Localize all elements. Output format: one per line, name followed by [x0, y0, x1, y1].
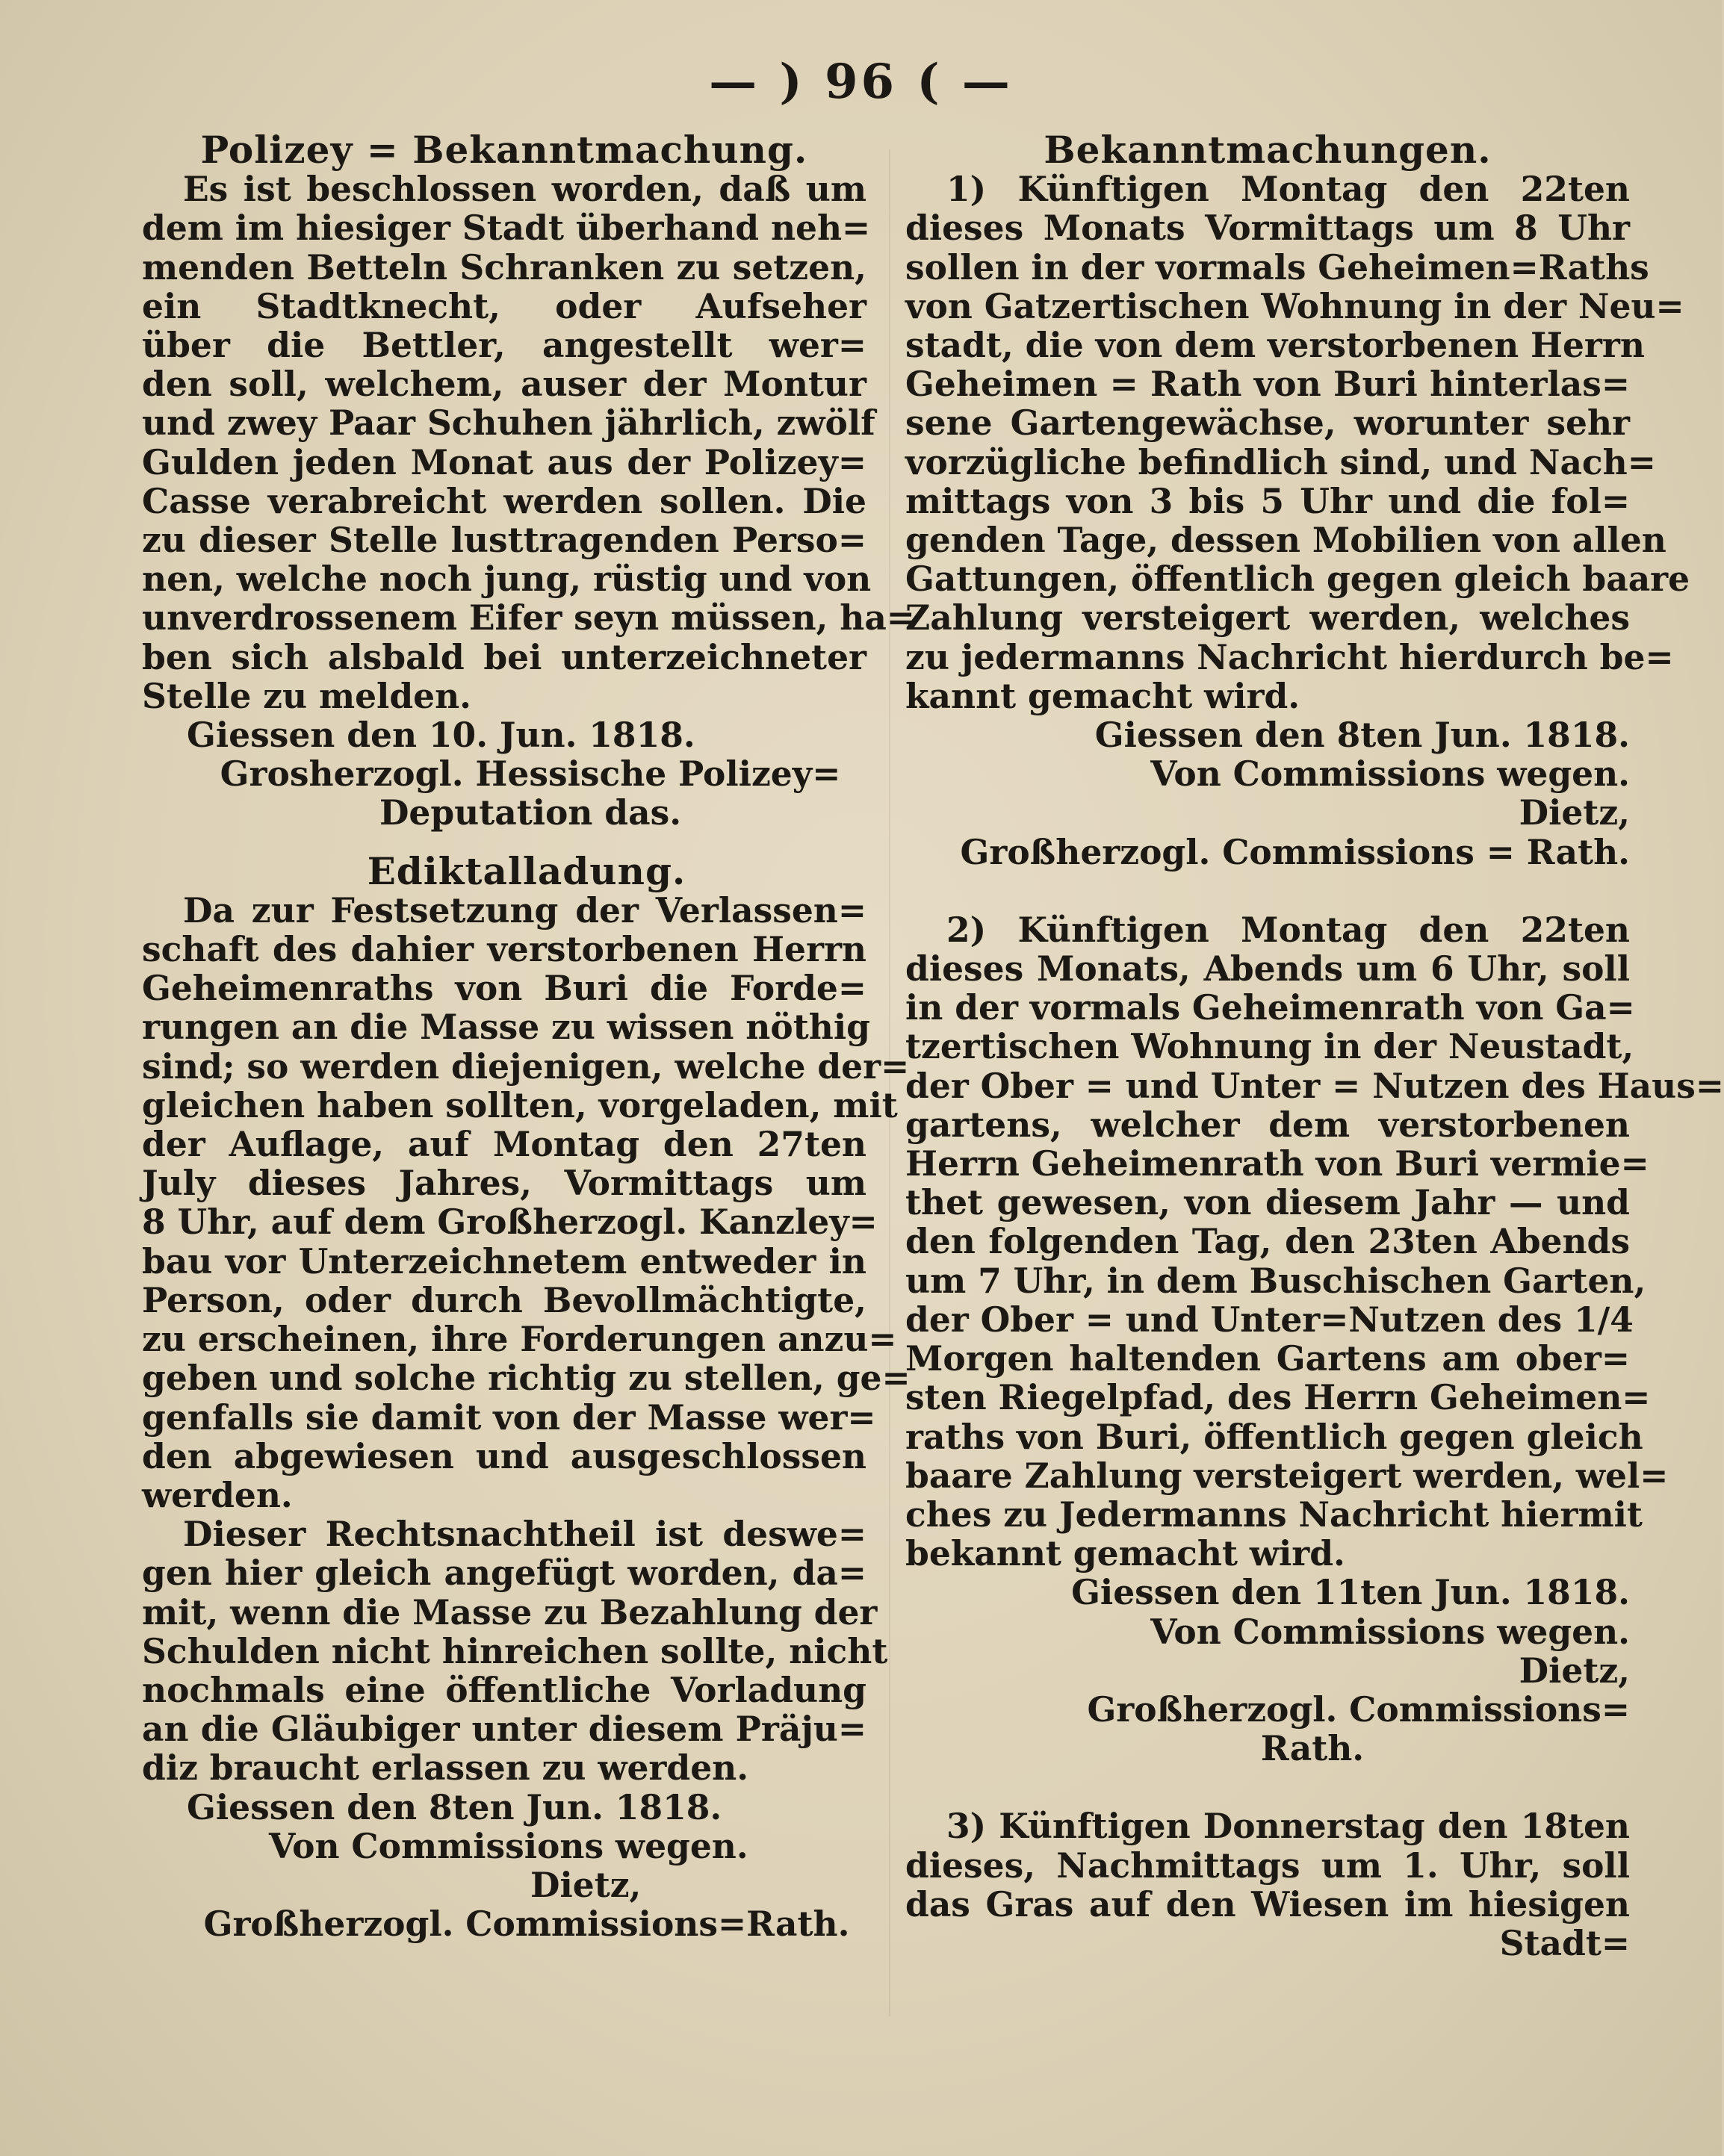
signature: Deputation das.	[379, 792, 682, 833]
text-line: sten Riegelpfad, des Herrn Geheimen=	[905, 1377, 1651, 1418]
text-line: schaft des dahier verstorbenen Herrn	[142, 929, 866, 970]
text-line: unverdrossenem Eifer seyn müssen, ha=	[142, 597, 915, 639]
text-line: gleichen haben sollten, vorgeladen, mit	[142, 1084, 898, 1125]
signature: Von Commissions wegen.	[1150, 1611, 1630, 1652]
notice-title-polizey: Polizey = Bekanntmachung.	[200, 128, 808, 172]
place-date: Giessen den 8ten Jun. 1818.	[187, 1786, 722, 1827]
signature: Von Commissions wegen.	[269, 1825, 748, 1866]
text-line: Zahlung versteigert werden, welches	[905, 597, 1630, 639]
text-line: Stelle zu melden.	[142, 675, 472, 716]
section-heading: Bekanntmachungen.	[1044, 128, 1492, 172]
text-line: von Gatzertischen Wohnung in der Neu=	[905, 285, 1684, 326]
catchword: Stadt=	[1499, 1922, 1630, 1963]
text-line: Gattungen, öffentlich gegen gleich baare	[905, 559, 1690, 600]
text-line: den folgenden Tag, den 23ten Abends	[905, 1221, 1630, 1262]
text-line: Es ist beschlossen worden, daß um	[183, 169, 866, 210]
text-line: menden Betteln Schranken zu setzen,	[142, 246, 866, 288]
text-line: Morgen haltenden Gartens am ober=	[905, 1338, 1630, 1379]
signature: Großherzogl. Commissions = Rath.	[960, 831, 1630, 872]
signature: Von Commissions wegen.	[1150, 754, 1630, 795]
text-line: ches zu Jedermanns Nachricht hiermit	[905, 1494, 1643, 1535]
text-line: Gulden jeden Monat aus der Polizey=	[142, 441, 866, 482]
text-line: Casse verabreicht werden sollen. Die	[142, 480, 866, 521]
text-line: vorzügliche befindlich sind, und Nach=	[905, 441, 1656, 482]
text-line: rungen an die Masse zu wissen nöthig	[142, 1007, 870, 1048]
text-line: nochmals eine öffentliche Vorladung	[142, 1669, 866, 1710]
text-line: geben und solche richtig zu stellen, ge=	[142, 1358, 911, 1399]
text-line: um 7 Uhr, in dem Buschischen Garten,	[905, 1260, 1646, 1301]
text-line: Herrn Geheimenrath von Buri vermie=	[905, 1143, 1649, 1184]
text-line: der Ober = und Unter = Nutzen des Haus=	[905, 1065, 1724, 1106]
text-line: raths von Buri, öffentlich gegen gleich	[905, 1416, 1643, 1457]
signature: Rath.	[1260, 1728, 1365, 1769]
text-line: nen, welche noch jung, rüstig und von	[142, 559, 872, 600]
text-line: ben sich alsbald bei unterzeichneter	[142, 636, 866, 677]
text-line: Dieser Rechtsnachtheil ist deswe=	[183, 1514, 866, 1555]
notice-body-ediktalladung	[142, 889, 911, 1789]
signature: Großherzogl. Commissions=Rath.	[203, 1904, 850, 1945]
text-line: Person, oder durch Bevollmächtigte,	[142, 1279, 866, 1320]
announcement-1	[905, 169, 1690, 716]
text-line: Geheimen = Rath von Buri hinterlas=	[905, 364, 1630, 405]
text-line: stadt, die von dem verstorbenen Herrn	[905, 325, 1645, 366]
text-line: bau vor Unterzeichnetem entweder in	[142, 1240, 866, 1282]
text-line: genfalls sie damit von der Masse wer=	[142, 1397, 876, 1438]
page-number-header: — ) 96 ( —	[709, 54, 1013, 110]
text-line: den abgewiesen und ausgeschlossen	[142, 1435, 866, 1476]
text-line: ein Stadtknecht, oder Aufseher	[142, 285, 866, 326]
signature: Dietz,	[530, 1864, 642, 1905]
text-line: in der vormals Geheimenrath von Ga=	[905, 987, 1635, 1028]
text-line: 1) Künftigen Montag den 22ten	[946, 169, 1630, 210]
text-line: mittags von 3 bis 5 Uhr und die fol=	[905, 480, 1630, 521]
text-line: zu jedermanns Nachricht hierdurch be=	[905, 636, 1674, 677]
text-line: genden Tage, dessen Mobilien von allen	[905, 520, 1666, 561]
left-column	[142, 128, 915, 1945]
text-line: bekannt gemacht wird.	[905, 1533, 1345, 1574]
text-line: thet gewesen, von diesem Jahr — und	[905, 1182, 1630, 1223]
text-line: Geheimenraths von Buri die Forde=	[142, 968, 866, 1009]
text-line: 3) Künftigen Donnerstag den 18ten	[946, 1806, 1630, 1847]
text-line: tzertischen Wohnung in der Neustadt,	[905, 1026, 1634, 1067]
text-line: gen hier gleich angefügt worden, da=	[142, 1553, 866, 1594]
notice-body-polizey	[142, 169, 915, 716]
text-line: der Auflage, auf Montag den 27ten	[142, 1124, 866, 1165]
text-line: diz braucht erlassen zu werden.	[142, 1748, 749, 1789]
text-line: dem im hiesiger Stadt überhand neh=	[142, 208, 871, 249]
text-line: den soll, welchem, auser der Montur	[142, 364, 866, 405]
text-line: der Ober = und Unter=Nutzen des 1/4	[905, 1299, 1634, 1340]
text-line: an die Gläubiger unter diesem Präju=	[142, 1709, 866, 1750]
place-date: Giessen den 10. Jun. 1818.	[187, 715, 695, 756]
text-line: gartens, welcher dem verstorbenen	[905, 1104, 1630, 1145]
notice-title-ediktalladung: Ediktalladung.	[367, 848, 686, 893]
text-line: werden.	[142, 1474, 293, 1515]
text-line: Da zur Festsetzung der Verlassen=	[183, 889, 866, 931]
text-line: July dieses Jahres, Vormittags um	[142, 1163, 866, 1204]
signature: Dietz,	[1519, 792, 1630, 833]
announcement-3	[905, 1806, 1630, 1924]
right-column	[905, 128, 1724, 1963]
text-line: sene Gartengewächse, worunter sehr	[905, 403, 1630, 444]
text-line: dieses Monats Vormittags um 8 Uhr	[905, 208, 1630, 249]
text-line: zu erscheinen, ihre Forderungen anzu=	[142, 1319, 897, 1360]
text-line: über die Bettler, angestellt wer=	[142, 325, 866, 366]
text-line: Schulden nicht hinreichen sollte, nicht	[142, 1630, 888, 1671]
signature: Grosherzogl. Hessische Polizey=	[220, 754, 841, 795]
text-line: zu dieser Stelle lusttragenden Perso=	[142, 520, 866, 561]
text-line: das Gras auf den Wiesen im hiesigen	[905, 1883, 1630, 1924]
text-line: 2) Künftigen Montag den 22ten	[946, 909, 1630, 950]
text-line: dieses Monats, Abends um 6 Uhr, soll	[905, 948, 1630, 990]
text-line: und zwey Paar Schuhen jährlich, zwölf	[142, 403, 875, 444]
text-line: 8 Uhr, auf dem Großherzogl. Kanzley=	[142, 1202, 878, 1243]
announcement-2	[905, 909, 1724, 1574]
signature: Dietz,	[1519, 1650, 1630, 1691]
text-line: sollen in der vormals Geheimen=Raths	[905, 246, 1649, 288]
text-line: baare Zahlung versteigert werden, wel=	[905, 1455, 1669, 1496]
text-line: sind; so werden diejenigen, welche der=	[142, 1046, 910, 1087]
place-date: Giessen den 8ten Jun. 1818.	[1094, 715, 1630, 756]
text-line: kannt gemacht wird.	[905, 675, 1300, 716]
text-line: mit, wenn die Masse zu Bezahlung der	[142, 1591, 878, 1632]
place-date: Giessen den 11ten Jun. 1818.	[1071, 1572, 1630, 1613]
signature: Großherzogl. Commissions=	[1087, 1689, 1630, 1730]
text-line: dieses, Nachmittags um 1. Uhr, soll	[905, 1845, 1630, 1886]
